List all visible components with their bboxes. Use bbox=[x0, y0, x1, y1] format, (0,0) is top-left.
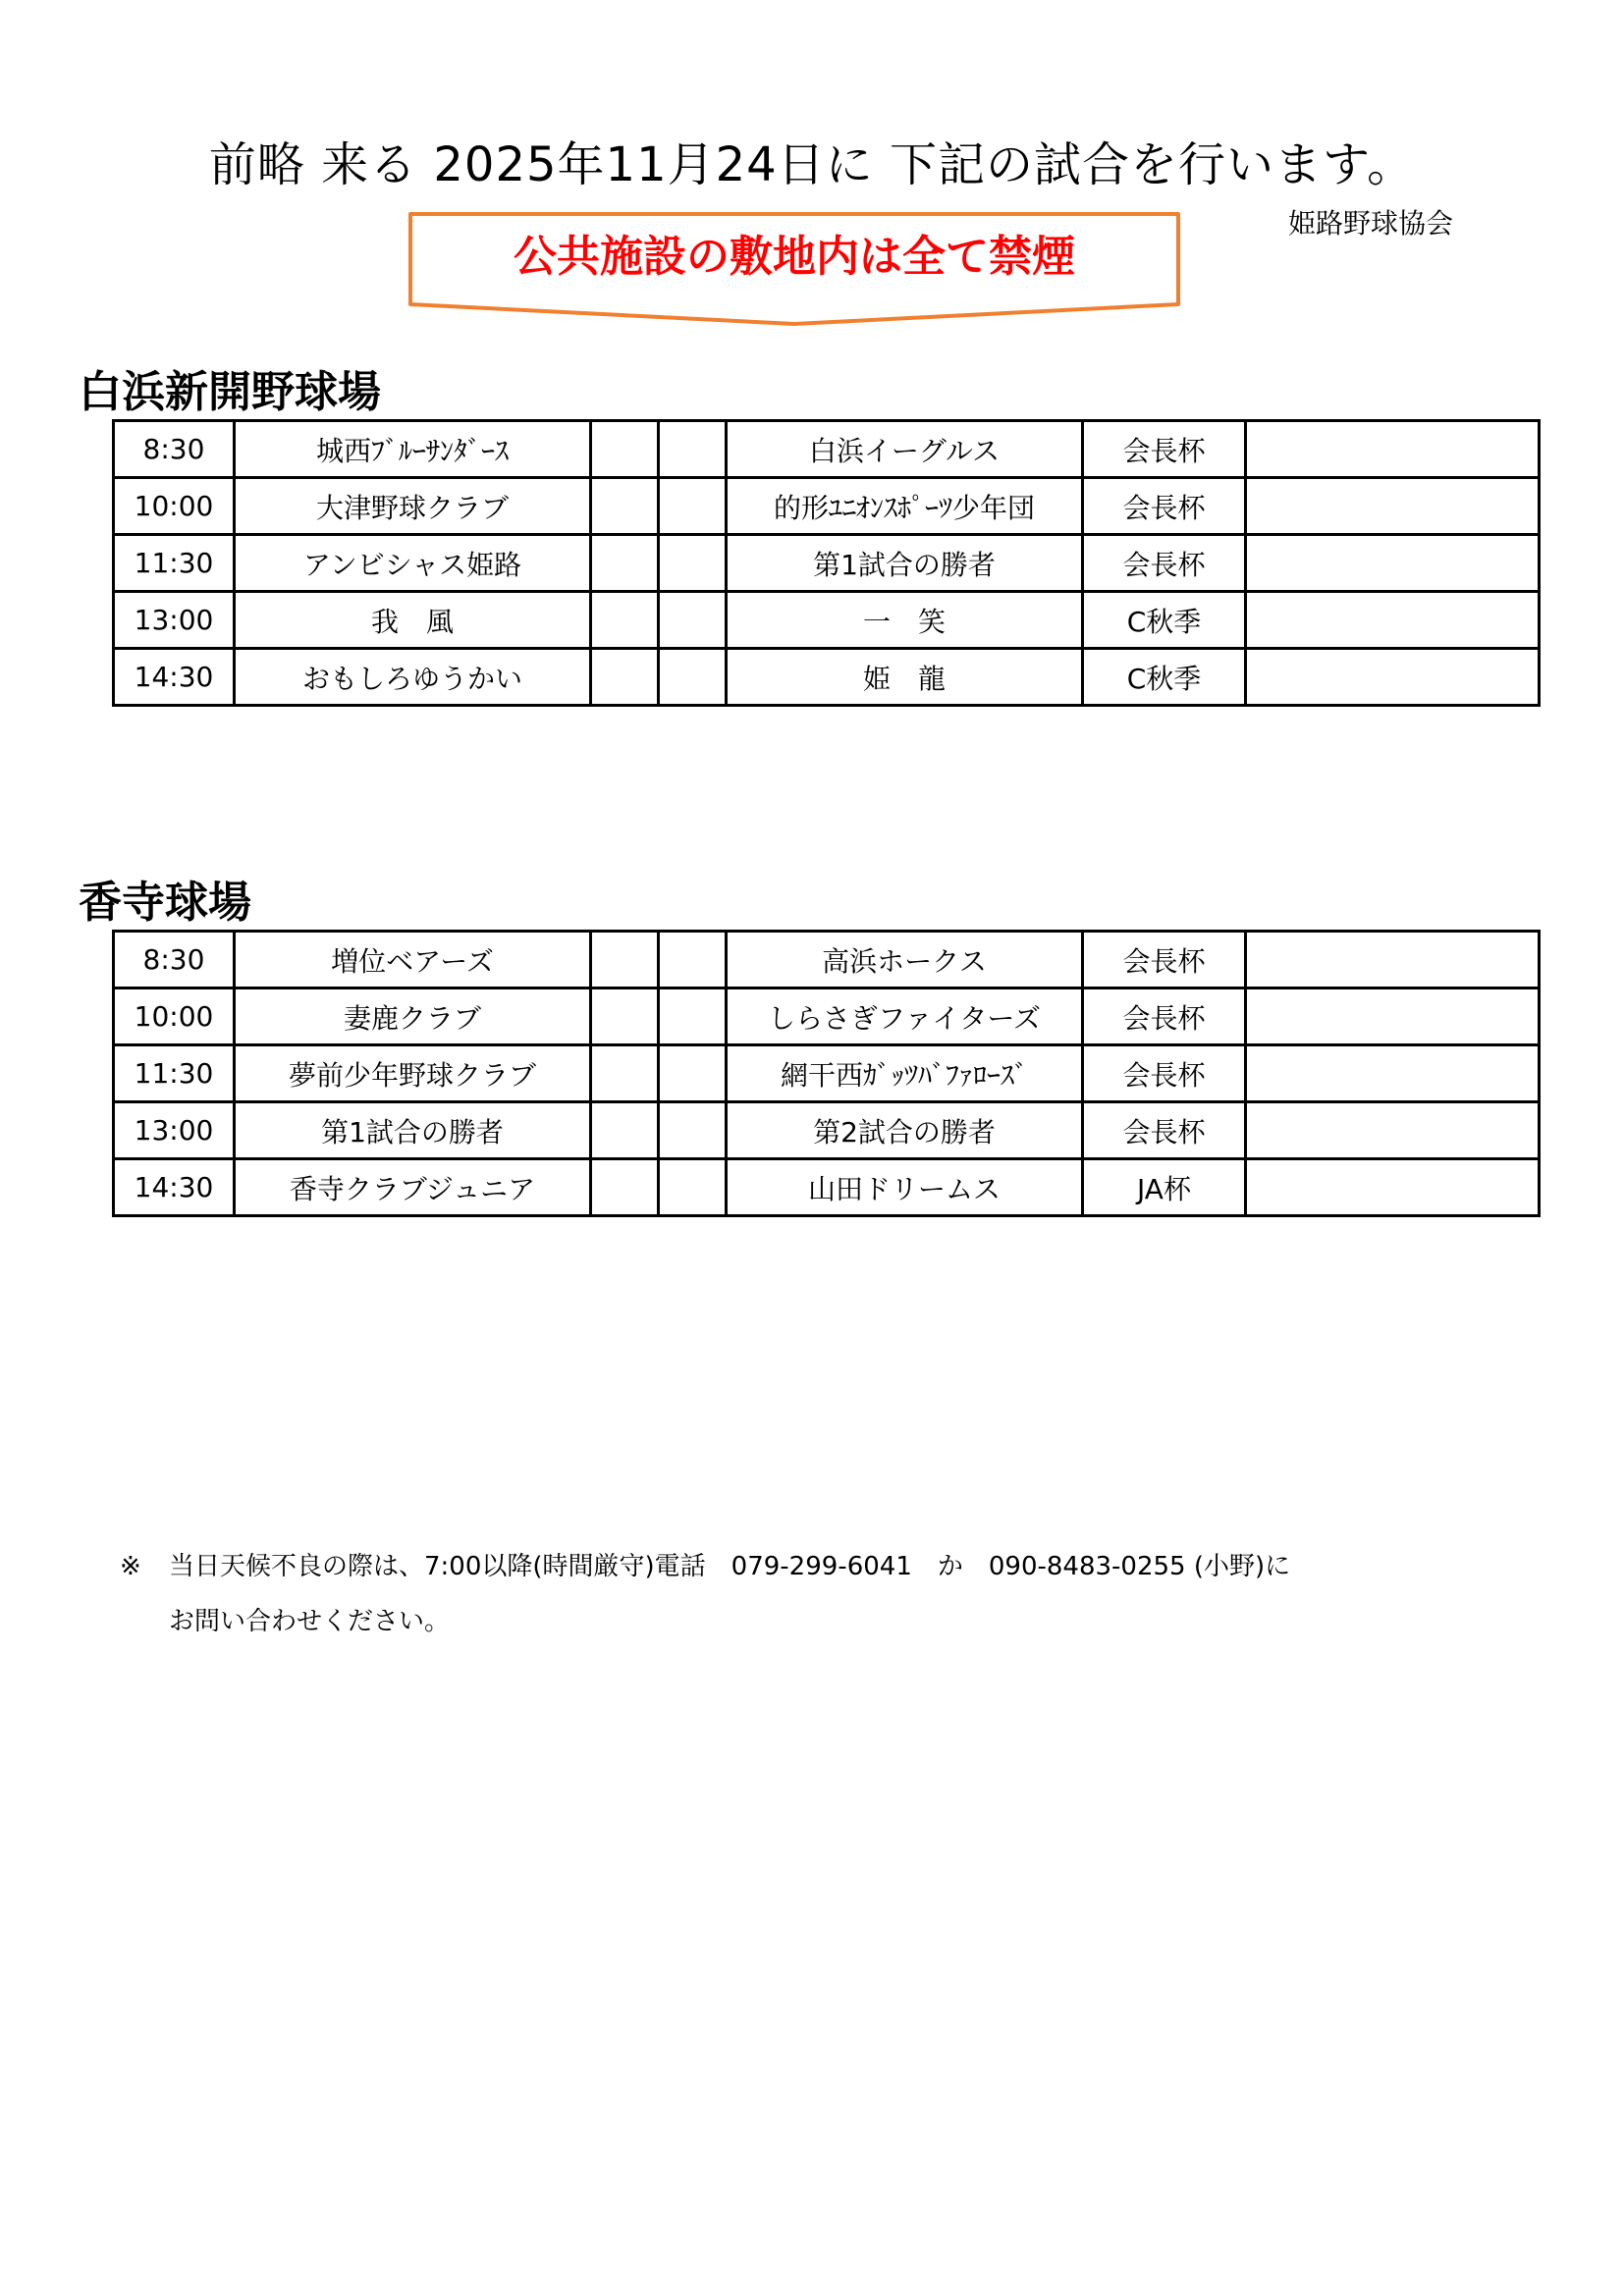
away-score bbox=[659, 1159, 727, 1216]
home-team: おもしろゆうかい bbox=[235, 649, 591, 706]
home-score bbox=[591, 421, 659, 478]
tournament: 会長杯 bbox=[1083, 421, 1246, 478]
home-team: アンビシャス姫路 bbox=[235, 535, 591, 592]
game-time: 11:30 bbox=[114, 1045, 235, 1102]
tournament: 会長杯 bbox=[1083, 478, 1246, 535]
note-line-2: お問い合わせください。 bbox=[169, 1607, 451, 1636]
remarks-cell bbox=[1246, 1045, 1540, 1102]
banner-text: 公共施設の敷地内は全て禁煙 bbox=[514, 232, 1075, 282]
away-team: 第1試合の勝者 bbox=[727, 535, 1083, 592]
home-score bbox=[591, 478, 659, 535]
remarks-cell bbox=[1246, 932, 1540, 988]
table-row bbox=[114, 932, 1540, 988]
table-row bbox=[114, 1102, 1540, 1159]
tournament: C秋季 bbox=[1083, 592, 1246, 649]
home-score bbox=[591, 535, 659, 592]
home-team: 夢前少年野球クラブ bbox=[235, 1045, 591, 1102]
away-score bbox=[659, 988, 727, 1045]
organizer-name: 姫路野球協会 bbox=[1288, 207, 1454, 240]
home-score bbox=[591, 932, 659, 988]
venue-title-kodera: 香寺球場 bbox=[79, 878, 251, 928]
away-score bbox=[659, 421, 727, 478]
away-score bbox=[659, 592, 727, 649]
no-smoking-banner bbox=[406, 210, 1182, 328]
tournament: C秋季 bbox=[1083, 649, 1246, 706]
remarks-cell bbox=[1246, 592, 1540, 649]
away-team: 的形ﾕﾆｵﾝｽﾎﾟｰﾂ少年団 bbox=[727, 478, 1083, 535]
table-row bbox=[114, 478, 1540, 535]
table-row bbox=[114, 649, 1540, 706]
remarks-cell bbox=[1246, 649, 1540, 706]
home-team: 香寺クラブジュニア bbox=[235, 1159, 591, 1216]
game-time: 8:30 bbox=[114, 932, 235, 988]
home-team: 大津野球クラブ bbox=[235, 478, 591, 535]
tournament: 会長杯 bbox=[1083, 932, 1246, 988]
home-score bbox=[591, 1102, 659, 1159]
venue-title-shirahama: 白浜新開野球場 bbox=[79, 367, 381, 417]
note-line-1: 当日天候不良の際は、7:00以降(時間厳守)電話 079-299-6041 か 090-8483-0255 (小野)に bbox=[169, 1552, 1291, 1581]
away-score bbox=[659, 1045, 727, 1102]
schedule-table-shirahama bbox=[112, 419, 1541, 707]
game-time: 10:00 bbox=[114, 988, 235, 1045]
game-time: 13:00 bbox=[114, 1102, 235, 1159]
away-team: 山田ドリームス bbox=[727, 1159, 1083, 1216]
home-score bbox=[591, 1159, 659, 1216]
away-score bbox=[659, 932, 727, 988]
home-team: 妻鹿クラブ bbox=[235, 988, 591, 1045]
away-score bbox=[659, 649, 727, 706]
tournament: 会長杯 bbox=[1083, 1102, 1246, 1159]
tournament: 会長杯 bbox=[1083, 1045, 1246, 1102]
home-team: 増位ベアーズ bbox=[235, 932, 591, 988]
home-team: 城西ﾌﾞﾙｰｻﾝﾀﾞｰｽ bbox=[235, 421, 591, 478]
game-time: 14:30 bbox=[114, 1159, 235, 1216]
home-team: 第1試合の勝者 bbox=[235, 1102, 591, 1159]
game-time: 8:30 bbox=[114, 421, 235, 478]
schedule-table-kodera bbox=[112, 930, 1541, 1217]
away-team: 高浜ホークス bbox=[727, 932, 1083, 988]
table-row bbox=[114, 535, 1540, 592]
tournament: 会長杯 bbox=[1083, 535, 1246, 592]
game-time: 10:00 bbox=[114, 478, 235, 535]
headline: 前略 来る 2025年11月24日に 下記の試合を行います。 bbox=[208, 137, 1416, 192]
table-row bbox=[114, 1045, 1540, 1102]
home-score bbox=[591, 1045, 659, 1102]
away-team: 一 笑 bbox=[727, 592, 1083, 649]
away-score bbox=[659, 1102, 727, 1159]
home-team: 我 風 bbox=[235, 592, 591, 649]
table-row bbox=[114, 421, 1540, 478]
table-row bbox=[114, 1159, 1540, 1216]
table-row bbox=[114, 592, 1540, 649]
away-team: 姫 龍 bbox=[727, 649, 1083, 706]
game-time: 13:00 bbox=[114, 592, 235, 649]
away-score bbox=[659, 478, 727, 535]
remarks-cell bbox=[1246, 421, 1540, 478]
game-time: 14:30 bbox=[114, 649, 235, 706]
away-team: しらさぎファイターズ bbox=[727, 988, 1083, 1045]
table-row bbox=[114, 988, 1540, 1045]
remarks-cell bbox=[1246, 988, 1540, 1045]
home-score bbox=[591, 592, 659, 649]
note-mark: ※ bbox=[120, 1552, 141, 1581]
remarks-cell bbox=[1246, 478, 1540, 535]
away-team: 第2試合の勝者 bbox=[727, 1102, 1083, 1159]
tournament: 会長杯 bbox=[1083, 988, 1246, 1045]
remarks-cell bbox=[1246, 1159, 1540, 1216]
away-score bbox=[659, 535, 727, 592]
weather-contact-note bbox=[120, 1547, 1291, 1636]
away-team: 白浜イーグルス bbox=[727, 421, 1083, 478]
home-score bbox=[591, 649, 659, 706]
remarks-cell bbox=[1246, 535, 1540, 592]
game-time: 11:30 bbox=[114, 535, 235, 592]
away-team: 網干西ｶﾞｯﾂﾊﾞﾌｧﾛｰｽﾞ bbox=[727, 1045, 1083, 1102]
tournament: JA杯 bbox=[1083, 1159, 1246, 1216]
remarks-cell bbox=[1246, 1102, 1540, 1159]
home-score bbox=[591, 988, 659, 1045]
